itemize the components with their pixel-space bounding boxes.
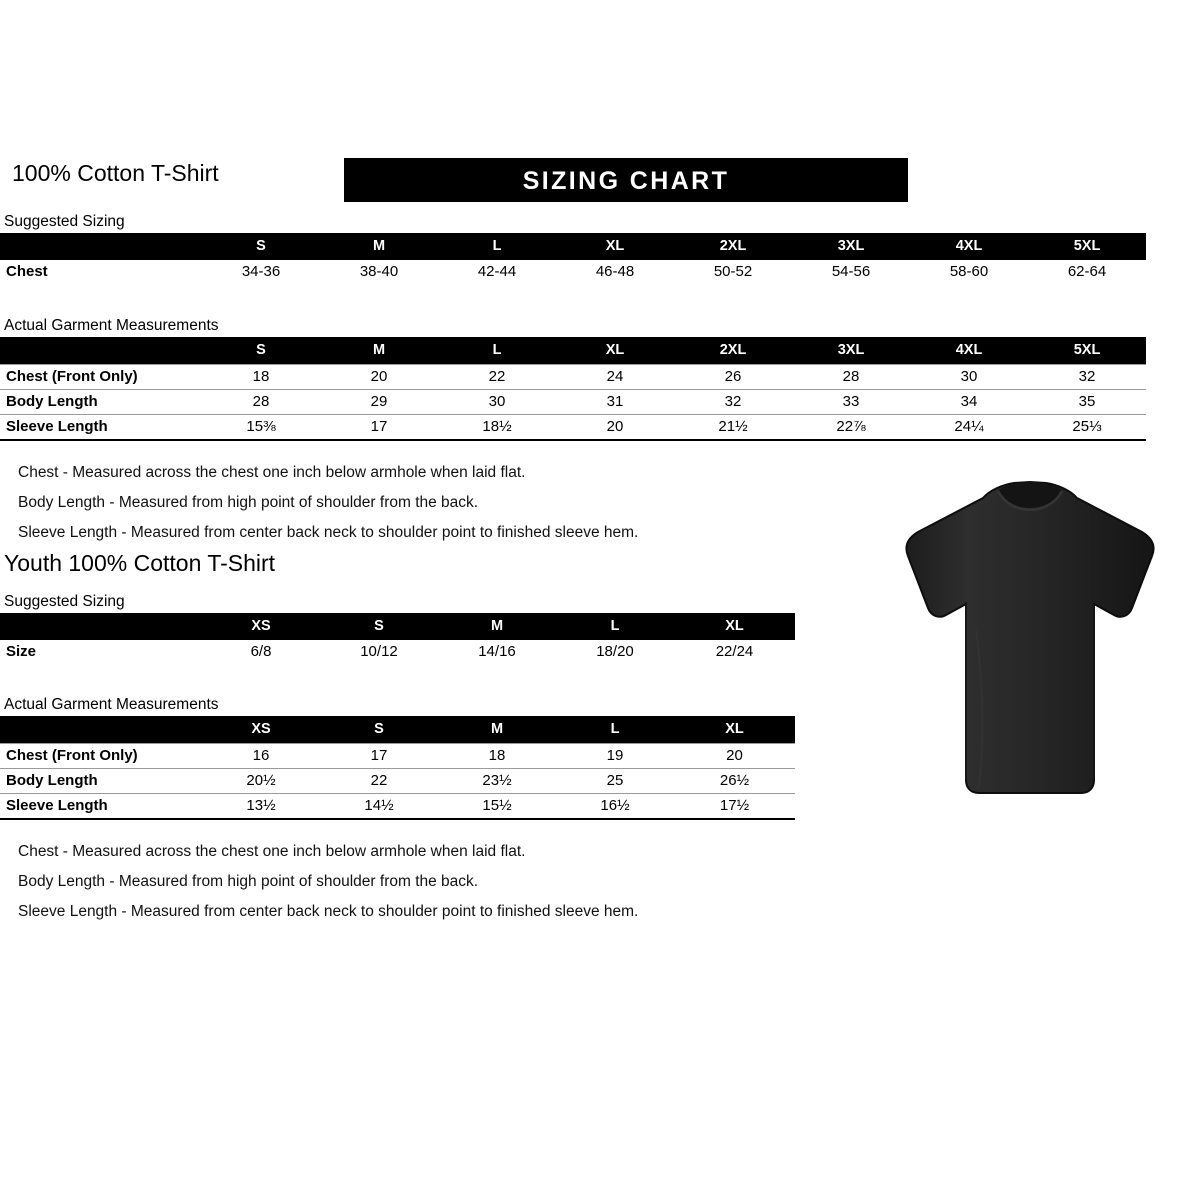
cell: 30 (910, 365, 1028, 390)
col-head: 5XL (1028, 337, 1146, 365)
adult-actual-table (0, 337, 1146, 441)
cell: 17 (320, 744, 438, 769)
adult-note-body-length: Body Length - Measured from high point of shoulder from the back. (18, 494, 479, 511)
cell: 26 (674, 365, 792, 390)
cell: 25 (556, 769, 674, 794)
col-head: XS (202, 716, 320, 744)
col-head: 5XL (1028, 233, 1146, 260)
table-row (0, 640, 795, 664)
cell: 21½ (674, 415, 792, 441)
cell: 35 (1028, 390, 1146, 415)
adult-note-chest: Chest - Measured across the chest one inch below armhole when laid flat. (18, 464, 526, 481)
row-label: Body Length (0, 769, 202, 794)
row-label: Chest (Front Only) (0, 365, 202, 390)
cell: 15½ (438, 794, 556, 820)
cell: 28 (792, 365, 910, 390)
cell: 46-48 (595, 263, 635, 280)
row-label: Sleeve Length (0, 415, 202, 441)
tshirt-image (880, 480, 1180, 810)
table-header-row (0, 613, 795, 640)
row-label: Body Length (0, 390, 202, 415)
col-head: S (202, 337, 320, 365)
row-label: Chest (Front Only) (0, 744, 202, 769)
youth-title: Youth 100% Cotton T-Shirt (4, 550, 276, 576)
youth-suggested-label: Suggested Sizing (4, 593, 125, 610)
table-row (0, 794, 795, 820)
col-head: XS (202, 613, 320, 640)
cell: 23½ (438, 769, 556, 794)
cell: 14/16 (478, 643, 516, 660)
adult-suggested-label: Suggested Sizing (4, 213, 125, 230)
cell: 62-64 (1067, 263, 1107, 280)
table-row (0, 744, 795, 769)
cell: 18 (438, 744, 556, 769)
cell: 22 (320, 769, 438, 794)
col-head: 2XL (674, 337, 792, 365)
cell: 20 (674, 744, 795, 769)
cell: 17 (320, 415, 438, 441)
table-row (0, 769, 795, 794)
cell: 6/8 (250, 643, 272, 660)
col-head: XL (556, 233, 674, 260)
col-head: M (320, 337, 438, 365)
cell: 16½ (556, 794, 674, 820)
col-head (0, 233, 202, 260)
adult-suggested-table (0, 233, 1146, 284)
cell: 58-60 (949, 263, 989, 280)
table-row (0, 260, 1146, 284)
col-head: 4XL (910, 337, 1028, 365)
cell: 13½ (202, 794, 320, 820)
tshirt-icon (880, 480, 1180, 810)
cell: 32 (674, 390, 792, 415)
youth-note-chest: Chest - Measured across the chest one inch below armhole when laid flat. (18, 843, 526, 860)
header-row (8, 158, 908, 202)
cell: 28 (202, 390, 320, 415)
cell: 38-40 (359, 263, 399, 280)
youth-actual-label: Actual Garment Measurements (4, 696, 219, 713)
row-label: Sleeve Length (0, 794, 202, 820)
table-header-row (0, 716, 795, 744)
cell: 20 (556, 415, 674, 441)
col-head: XL (674, 716, 795, 744)
col-head: M (438, 613, 556, 640)
cell: 20 (320, 365, 438, 390)
cell: 24 (556, 365, 674, 390)
table-row (0, 365, 1146, 390)
sizing-chart-banner (344, 158, 908, 202)
table-row (0, 415, 1146, 441)
youth-actual-table (0, 716, 795, 820)
table-header-row (0, 233, 1146, 260)
youth-suggested-table (0, 613, 795, 664)
cell: 14½ (320, 794, 438, 820)
cell: 22⅞ (792, 415, 910, 441)
page-title: 100% Cotton T-Shirt (12, 160, 219, 186)
col-head: XL (674, 613, 795, 640)
cell: 42-44 (477, 263, 517, 280)
cell: 34 (910, 390, 1028, 415)
cell: 20½ (202, 769, 320, 794)
cell: 24¼ (910, 415, 1028, 441)
col-head: XL (556, 337, 674, 365)
row-label: Chest (6, 263, 48, 280)
cell: 31 (556, 390, 674, 415)
cell: 15⅜ (202, 415, 320, 441)
cell: 34-36 (241, 263, 281, 280)
youth-note-sleeve-length: Sleeve Length - Measured from center back neck to shoulder point to finished sleeve hem. (18, 903, 639, 920)
youth-note-body-length: Body Length - Measured from high point of shoulder from the back. (18, 873, 479, 890)
cell: 30 (438, 390, 556, 415)
cell: 29 (320, 390, 438, 415)
cell: 50-52 (713, 263, 753, 280)
col-head (0, 337, 202, 365)
col-head: M (320, 233, 438, 260)
cell: 10/12 (360, 643, 398, 660)
col-head (0, 716, 202, 744)
col-head: 2XL (674, 233, 792, 260)
cell: 22 (438, 365, 556, 390)
cell: 18½ (438, 415, 556, 441)
cell: 54-56 (831, 263, 871, 280)
col-head: S (320, 613, 438, 640)
col-head: 3XL (792, 233, 910, 260)
cell: 18 (202, 365, 320, 390)
col-head: 3XL (792, 337, 910, 365)
col-head: L (556, 716, 674, 744)
col-head: 4XL (910, 233, 1028, 260)
col-head: L (438, 337, 556, 365)
col-head: M (438, 716, 556, 744)
col-head (0, 613, 202, 640)
col-head: L (438, 233, 556, 260)
cell: 22/24 (715, 643, 754, 660)
cell: 19 (556, 744, 674, 769)
cell: 26½ (674, 769, 795, 794)
cell: 32 (1028, 365, 1146, 390)
table-header-row (0, 337, 1146, 365)
col-head: S (202, 233, 320, 260)
cell: 33 (792, 390, 910, 415)
cell: 16 (202, 744, 320, 769)
sizing-chart-banner-label: SIZING CHART (522, 167, 730, 195)
col-head: L (556, 613, 674, 640)
cell: 25⅓ (1028, 415, 1146, 441)
table-row (0, 390, 1146, 415)
row-label: Size (6, 643, 37, 660)
cell: 17½ (674, 794, 795, 820)
adult-note-sleeve-length: Sleeve Length - Measured from center back neck to shoulder point to finished sleeve hem. (18, 524, 639, 541)
cell: 18/20 (596, 643, 634, 660)
col-head: S (320, 716, 438, 744)
adult-actual-label: Actual Garment Measurements (4, 317, 219, 334)
